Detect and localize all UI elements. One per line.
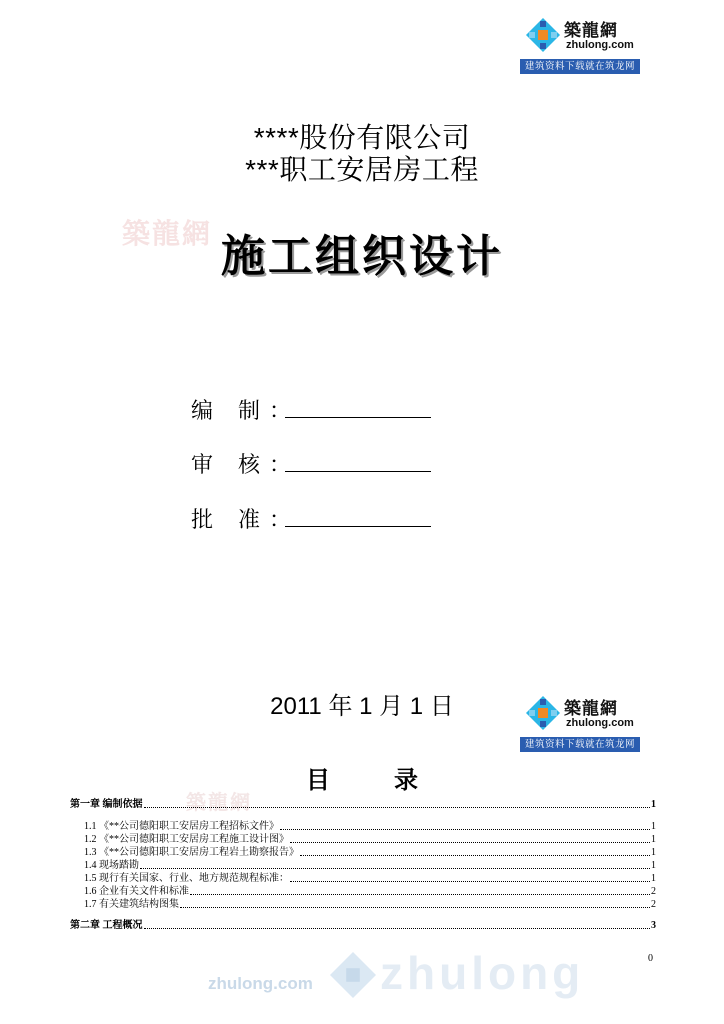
toc-entry[interactable]: 1.2 《**公司德阳职工安居房工程施工设计图》 1: [84, 834, 656, 845]
signature-label: 审 核：: [191, 453, 300, 478]
toc-entry[interactable]: 1.4 现场踏勘 1: [84, 860, 656, 871]
document-title: 施工组织设计: [221, 231, 503, 282]
zhulong-logo-top: [520, 14, 640, 74]
zhulong-logo-middle: [520, 692, 640, 752]
signature-line: [285, 417, 431, 418]
logo-name: 築龍網: [564, 699, 618, 719]
zhulong-diamond-icon: [526, 18, 560, 52]
toc-entry[interactable]: 1.5 现行有关国家、行业、地方规范规程标准： 1: [84, 873, 656, 884]
signature-line: [285, 471, 431, 472]
watermark-text: 築龍網: [122, 217, 213, 250]
signature-row-compile: [191, 394, 300, 424]
toc-title: [0, 760, 724, 795]
logo-domain: zhulong.com: [566, 717, 634, 729]
signature-row-review: [191, 448, 300, 478]
watermark-diamond-icon: [330, 952, 376, 998]
toc-entry[interactable]: 1.3 《**公司德阳职工安居房工程岩土勘察报告》 1: [84, 847, 656, 858]
document-date: 2011 年 1 月 1 日: [270, 693, 454, 720]
toc-entry[interactable]: 1.7 有关建筑结构图集 2: [84, 899, 656, 910]
toc-title-right: 录: [394, 766, 418, 794]
toc-title-left: 目: [306, 766, 330, 794]
toc-entry[interactable]: 1.6 企业有关文件和标准 2: [84, 886, 656, 897]
toc-entry[interactable]: 第一章 编制依据 1: [70, 799, 656, 810]
logo-domain: zhulong.com: [566, 39, 634, 51]
signature-row-approve: [191, 503, 300, 533]
bottom-watermark: [190, 946, 620, 1016]
signature-line: [285, 526, 431, 527]
watermark-domain: zhulong.com: [208, 974, 313, 993]
logo-slogan: 建筑资料下载就在筑龙网: [520, 737, 640, 752]
watermark-big-text: zhulong: [380, 947, 585, 999]
logo-slogan: 建筑资料下载就在筑龙网: [520, 59, 640, 74]
company-name: ****股份有限公司: [253, 122, 471, 153]
toc-entry[interactable]: 第二章 工程概况 3: [70, 920, 656, 931]
watermark-text: 築龍網: [186, 790, 252, 814]
toc-entry[interactable]: 1.1 《**公司德阳职工安居房工程招标文件》 1: [84, 821, 656, 832]
signature-label: 编 制：: [191, 399, 300, 424]
page-number: 0: [648, 953, 653, 964]
logo-name: 築龍網: [564, 21, 618, 41]
signature-label: 批 准：: [191, 508, 300, 533]
project-name: ***职工安居房工程: [245, 154, 479, 185]
zhulong-diamond-icon: [526, 696, 560, 730]
